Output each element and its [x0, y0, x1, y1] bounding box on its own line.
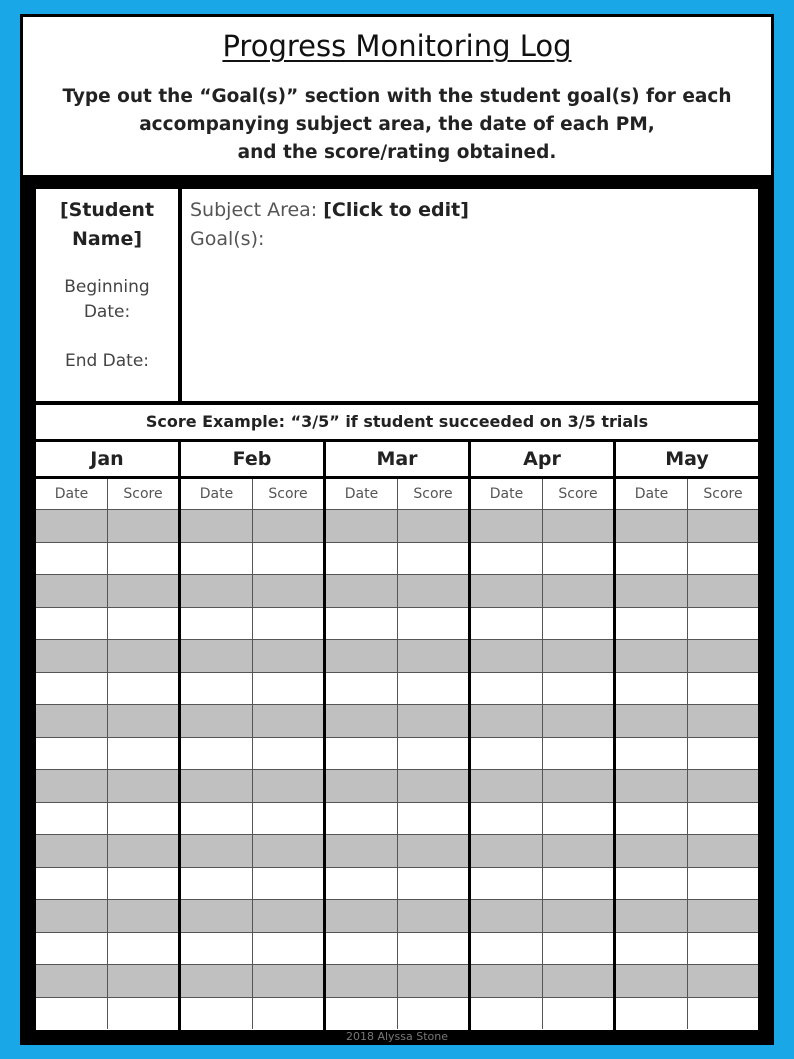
- score-entry-cell[interactable]: [687, 737, 758, 770]
- header: [23, 17, 771, 175]
- date-entry-cell[interactable]: [471, 867, 542, 900]
- date-entry-cell[interactable]: [326, 769, 397, 802]
- score-entry-cell[interactable]: [252, 672, 323, 705]
- month-table: [471, 479, 613, 1030]
- date-entry-cell[interactable]: [36, 769, 107, 802]
- score-column-header: Score: [107, 479, 178, 509]
- date-entry-cell[interactable]: [326, 932, 397, 965]
- score-entry-cell[interactable]: [397, 932, 468, 965]
- score-column-header: Score: [687, 479, 758, 509]
- score-entry-cell[interactable]: [397, 899, 468, 932]
- date-entry-cell[interactable]: [616, 509, 687, 542]
- date-entry-cell[interactable]: [616, 802, 687, 835]
- score-entry-cell[interactable]: [542, 964, 613, 997]
- date-entry-cell[interactable]: [616, 574, 687, 607]
- date-entry-cell[interactable]: [326, 899, 397, 932]
- score-entry-cell[interactable]: [542, 672, 613, 705]
- date-entry-cell[interactable]: [471, 574, 542, 607]
- score-entry-cell[interactable]: [107, 769, 178, 802]
- date-entry-cell[interactable]: [326, 509, 397, 542]
- score-entry-cell[interactable]: [252, 574, 323, 607]
- date-entry-cell[interactable]: [36, 932, 107, 965]
- score-entry-cell[interactable]: [542, 542, 613, 575]
- score-entry-cell[interactable]: [542, 704, 613, 737]
- goals-label: Goal(s):: [190, 228, 265, 250]
- date-entry-cell[interactable]: [326, 607, 397, 640]
- date-entry-cell[interactable]: [326, 997, 397, 1030]
- score-entry-cell[interactable]: [107, 574, 178, 607]
- date-entry-cell[interactable]: [471, 737, 542, 770]
- date-entry-cell[interactable]: [616, 672, 687, 705]
- log-frame: [20, 14, 774, 1045]
- date-entry-cell[interactable]: [181, 932, 252, 965]
- date-entry-cell[interactable]: [181, 509, 252, 542]
- copyright-credit: 2018 Alyssa Stone: [345, 1030, 449, 1043]
- beginning-date-label: Beginning: [64, 277, 150, 297]
- score-entry-cell[interactable]: [107, 607, 178, 640]
- date-entry-cell[interactable]: [326, 802, 397, 835]
- month-header: May: [616, 442, 758, 476]
- month-column: [471, 442, 613, 1030]
- date-entry-cell[interactable]: [616, 639, 687, 672]
- score-entry-cell[interactable]: [687, 769, 758, 802]
- month-header: Apr: [471, 442, 613, 476]
- date-entry-cell[interactable]: [181, 704, 252, 737]
- month-column: [181, 442, 323, 1030]
- score-entry-cell[interactable]: [107, 542, 178, 575]
- score-entry-cell[interactable]: [687, 574, 758, 607]
- score-entry-cell[interactable]: [542, 932, 613, 965]
- score-entry-cell[interactable]: [397, 639, 468, 672]
- instruction-line: Type out the “Goal(s)” section with the student goal(s) for each: [62, 86, 732, 107]
- score-entry-cell[interactable]: [397, 542, 468, 575]
- month-column: [36, 442, 178, 1030]
- date-entry-cell[interactable]: [181, 607, 252, 640]
- score-entry-cell[interactable]: [542, 607, 613, 640]
- score-entry-cell[interactable]: [687, 802, 758, 835]
- date-entry-cell[interactable]: [471, 639, 542, 672]
- student-name-line: Name]: [71, 228, 143, 250]
- score-entry-cell[interactable]: [107, 899, 178, 932]
- month-header: Mar: [326, 442, 468, 476]
- student-name-line: [Student: [59, 199, 155, 221]
- score-entry-cell[interactable]: [252, 834, 323, 867]
- score-entry-cell[interactable]: [252, 639, 323, 672]
- score-entry-cell[interactable]: [687, 867, 758, 900]
- score-entry-cell[interactable]: [397, 964, 468, 997]
- month-header: Feb: [181, 442, 323, 476]
- score-entry-cell[interactable]: [107, 932, 178, 965]
- date-entry-cell[interactable]: [616, 607, 687, 640]
- page-title: Progress Monitoring Log: [222, 29, 572, 63]
- month-header: Jan: [36, 442, 178, 476]
- date-column-header: Date: [634, 486, 669, 502]
- date-entry-cell[interactable]: [471, 769, 542, 802]
- student-name-field[interactable]: [36, 196, 178, 254]
- score-entry-cell[interactable]: [252, 542, 323, 575]
- score-entry-cell[interactable]: [687, 542, 758, 575]
- date-entry-cell[interactable]: [471, 834, 542, 867]
- date-entry-cell[interactable]: [471, 542, 542, 575]
- instruction-line: accompanying subject area, the date of each PM,: [139, 114, 655, 135]
- date-entry-cell[interactable]: [471, 802, 542, 835]
- score-entry-cell[interactable]: [252, 964, 323, 997]
- date-entry-cell[interactable]: [616, 542, 687, 575]
- date-entry-cell[interactable]: [36, 997, 107, 1030]
- score-entry-cell[interactable]: [542, 639, 613, 672]
- score-entry-cell[interactable]: [542, 997, 613, 1030]
- score-column-header: Score: [542, 479, 613, 509]
- score-entry-cell[interactable]: [107, 639, 178, 672]
- score-entry-cell[interactable]: [107, 672, 178, 705]
- score-entry-cell[interactable]: [542, 574, 613, 607]
- date-entry-cell[interactable]: [616, 867, 687, 900]
- beginning-date-label: Date:: [83, 302, 131, 322]
- date-entry-cell[interactable]: [471, 997, 542, 1030]
- date-entry-cell[interactable]: [616, 997, 687, 1030]
- date-entry-cell[interactable]: [36, 542, 107, 575]
- subject-area-row: [190, 196, 758, 225]
- date-entry-cell[interactable]: [616, 704, 687, 737]
- score-entry-cell[interactable]: [252, 607, 323, 640]
- score-entry-cell[interactable]: [107, 737, 178, 770]
- date-entry-cell[interactable]: [181, 802, 252, 835]
- date-entry-cell[interactable]: [181, 737, 252, 770]
- score-entry-cell[interactable]: [107, 509, 178, 542]
- date-column-header: Date: [344, 486, 379, 502]
- score-entry-cell[interactable]: [687, 704, 758, 737]
- date-entry-cell[interactable]: [616, 964, 687, 997]
- date-entry-cell[interactable]: [616, 899, 687, 932]
- date-entry-cell[interactable]: [181, 542, 252, 575]
- date-entry-cell[interactable]: [181, 574, 252, 607]
- date-entry-cell[interactable]: [181, 672, 252, 705]
- score-entry-cell[interactable]: [252, 997, 323, 1030]
- date-entry-cell[interactable]: [181, 834, 252, 867]
- date-entry-cell[interactable]: [326, 737, 397, 770]
- date-entry-cell[interactable]: [181, 899, 252, 932]
- score-entry-cell[interactable]: [542, 737, 613, 770]
- date-entry-cell[interactable]: [36, 737, 107, 770]
- date-entry-cell[interactable]: [181, 867, 252, 900]
- score-entry-cell[interactable]: [687, 964, 758, 997]
- date-entry-cell[interactable]: [616, 769, 687, 802]
- score-entry-cell[interactable]: [687, 997, 758, 1030]
- date-entry-cell[interactable]: [471, 964, 542, 997]
- date-column-header: Date: [199, 486, 234, 502]
- score-entry-cell[interactable]: [687, 672, 758, 705]
- date-entry-cell[interactable]: [36, 639, 107, 672]
- date-entry-cell[interactable]: [326, 704, 397, 737]
- info-row: [36, 189, 758, 401]
- monthly-log-grid: [36, 442, 758, 1030]
- date-entry-cell[interactable]: [471, 607, 542, 640]
- score-entry-cell[interactable]: [252, 509, 323, 542]
- beginning-date-field[interactable]: [36, 275, 178, 325]
- date-entry-cell[interactable]: [326, 964, 397, 997]
- score-entry-cell[interactable]: [252, 737, 323, 770]
- date-entry-cell[interactable]: [326, 672, 397, 705]
- date-entry-cell[interactable]: [36, 509, 107, 542]
- score-entry-cell[interactable]: [252, 899, 323, 932]
- month-table: [616, 479, 758, 1030]
- score-example-banner: Score Example: “3/5” if student succeeded on 3/5 trials: [36, 405, 758, 439]
- score-entry-cell[interactable]: [107, 802, 178, 835]
- score-entry-cell[interactable]: [397, 769, 468, 802]
- date-entry-cell[interactable]: [471, 509, 542, 542]
- score-entry-cell[interactable]: [687, 509, 758, 542]
- goal-box[interactable]: [182, 189, 758, 401]
- score-entry-cell[interactable]: [542, 769, 613, 802]
- date-entry-cell[interactable]: [471, 932, 542, 965]
- date-column-header: Date: [489, 486, 524, 502]
- date-entry-cell[interactable]: [471, 672, 542, 705]
- date-entry-cell[interactable]: [471, 899, 542, 932]
- score-entry-cell[interactable]: [397, 672, 468, 705]
- score-entry-cell[interactable]: [687, 899, 758, 932]
- score-entry-cell[interactable]: [397, 802, 468, 835]
- score-entry-cell[interactable]: [252, 932, 323, 965]
- date-entry-cell[interactable]: [471, 704, 542, 737]
- subject-area-value[interactable]: [Click to edit]: [323, 199, 469, 221]
- score-entry-cell[interactable]: [542, 834, 613, 867]
- score-entry-cell[interactable]: [107, 704, 178, 737]
- score-entry-cell[interactable]: [107, 997, 178, 1030]
- score-entry-cell[interactable]: [397, 834, 468, 867]
- date-entry-cell[interactable]: [181, 964, 252, 997]
- date-entry-cell[interactable]: [36, 574, 107, 607]
- month-table: [36, 479, 178, 1030]
- score-column-header: Score: [397, 479, 468, 509]
- date-entry-cell[interactable]: [36, 802, 107, 835]
- date-entry-cell[interactable]: [326, 834, 397, 867]
- date-entry-cell[interactable]: [36, 704, 107, 737]
- date-entry-cell[interactable]: [181, 997, 252, 1030]
- instructions: [23, 83, 771, 167]
- date-entry-cell[interactable]: [36, 834, 107, 867]
- date-entry-cell[interactable]: [36, 607, 107, 640]
- score-entry-cell[interactable]: [397, 704, 468, 737]
- date-entry-cell[interactable]: [36, 672, 107, 705]
- date-entry-cell[interactable]: [181, 769, 252, 802]
- score-entry-cell[interactable]: [397, 607, 468, 640]
- score-column-header: Score: [252, 479, 323, 509]
- date-entry-cell[interactable]: [181, 639, 252, 672]
- score-entry-cell[interactable]: [107, 964, 178, 997]
- month-column: [616, 442, 758, 1030]
- score-entry-cell[interactable]: [687, 639, 758, 672]
- score-entry-cell[interactable]: [397, 997, 468, 1030]
- score-entry-cell[interactable]: [542, 867, 613, 900]
- month-table: [326, 479, 468, 1030]
- instruction-line: and the score/rating obtained.: [237, 142, 557, 163]
- score-entry-cell[interactable]: [252, 802, 323, 835]
- month-table: [181, 479, 323, 1030]
- date-entry-cell[interactable]: [326, 542, 397, 575]
- date-entry-cell[interactable]: [326, 867, 397, 900]
- end-date-field[interactable]: End Date:: [64, 351, 150, 371]
- score-entry-cell[interactable]: [542, 509, 613, 542]
- subject-area-label: Subject Area:: [190, 199, 324, 221]
- score-entry-cell[interactable]: [252, 867, 323, 900]
- date-column-header: Date: [54, 486, 89, 502]
- score-entry-cell[interactable]: [252, 769, 323, 802]
- date-entry-cell[interactable]: [36, 899, 107, 932]
- score-entry-cell[interactable]: [252, 704, 323, 737]
- date-entry-cell[interactable]: [616, 834, 687, 867]
- date-entry-cell[interactable]: [616, 932, 687, 965]
- score-entry-cell[interactable]: [397, 509, 468, 542]
- date-entry-cell[interactable]: [36, 964, 107, 997]
- score-entry-cell[interactable]: [687, 834, 758, 867]
- score-entry-cell[interactable]: [542, 802, 613, 835]
- date-entry-cell[interactable]: [326, 574, 397, 607]
- score-entry-cell[interactable]: [687, 607, 758, 640]
- month-column: [326, 442, 468, 1030]
- date-entry-cell[interactable]: [326, 639, 397, 672]
- score-entry-cell[interactable]: [542, 899, 613, 932]
- date-entry-cell[interactable]: [36, 867, 107, 900]
- date-entry-cell[interactable]: [616, 737, 687, 770]
- score-entry-cell[interactable]: [397, 574, 468, 607]
- score-entry-cell[interactable]: [687, 932, 758, 965]
- score-entry-cell[interactable]: [107, 834, 178, 867]
- score-entry-cell[interactable]: [107, 867, 178, 900]
- score-entry-cell[interactable]: [397, 867, 468, 900]
- score-entry-cell[interactable]: [397, 737, 468, 770]
- student-info-box: [36, 189, 178, 401]
